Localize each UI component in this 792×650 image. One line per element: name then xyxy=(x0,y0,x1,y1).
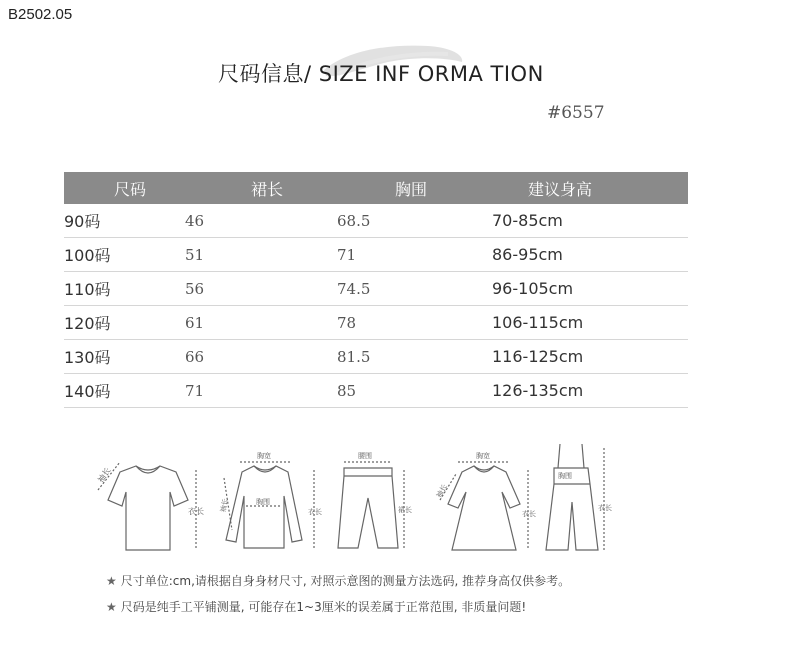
cell-height: 70-85cm xyxy=(492,204,688,238)
cell-size: 100码 xyxy=(64,238,185,272)
cell-size: 90码 xyxy=(64,204,185,238)
pants-length-label: 裙长 xyxy=(398,506,412,514)
dress-sleeve-label: 袖长 xyxy=(435,483,449,500)
note-units xyxy=(106,572,570,589)
cell-skirt-length: 61 xyxy=(185,306,337,340)
note-tolerance-text: 尺码是纯手工平铺测量, 可能存在1~3厘米的误差属于正常范围, 非质量问题! xyxy=(120,600,527,614)
cell-skirt-length: 71 xyxy=(185,374,337,408)
star-icon: ★ xyxy=(106,600,117,614)
note-units-text: 尺寸单位:cm,请根据自身身材尺寸, 对照示意图的测量方法选码, 推荐身高仅供参考。 xyxy=(120,574,571,588)
sweater-sleeve-label: 袖长 xyxy=(219,497,230,513)
tshirt-sleeve-label: 袖长 xyxy=(96,466,113,485)
cell-skirt-length: 56 xyxy=(185,272,337,306)
sweater-length-label: 衣长 xyxy=(308,508,322,516)
article-number: #6557 xyxy=(547,103,605,123)
cell-skirt-length: 51 xyxy=(185,238,337,272)
page-title: 尺码信息/ SIZE INF ORMA TION xyxy=(218,62,544,86)
header-size: 尺码 xyxy=(64,172,185,204)
overalls-length-label: 衣长 xyxy=(598,504,612,512)
cell-chest: 81.5 xyxy=(337,340,492,374)
overalls-diagram xyxy=(546,444,612,550)
cell-height: 96-105cm xyxy=(492,272,688,306)
header-skirt-length: 裙长 xyxy=(185,172,337,204)
star-icon: ★ xyxy=(106,574,117,588)
tshirt-length-label: 衣长 xyxy=(188,507,204,516)
table-row xyxy=(64,238,688,272)
tshirt-diagram xyxy=(95,462,204,550)
pants-diagram xyxy=(338,451,412,548)
cell-skirt-length: 66 xyxy=(185,340,337,374)
cell-size: 130码 xyxy=(64,340,185,374)
cell-chest: 71 xyxy=(337,238,492,272)
dress-diagram xyxy=(434,451,536,550)
header-chest: 胸围 xyxy=(337,172,492,204)
table-row xyxy=(64,374,688,408)
note-tolerance xyxy=(106,598,526,615)
cell-height: 106-115cm xyxy=(492,306,688,340)
cell-height: 86-95cm xyxy=(492,238,688,272)
dress-chest-label: 胸宽 xyxy=(476,452,490,460)
size-table xyxy=(64,172,688,408)
cell-skirt-length: 46 xyxy=(185,204,337,238)
cell-size: 140码 xyxy=(64,374,185,408)
dress-length-label: 衣长 xyxy=(522,510,536,518)
cell-height: 116-125cm xyxy=(492,340,688,374)
table-row xyxy=(64,272,688,306)
measurement-diagrams xyxy=(92,440,632,560)
cell-chest: 85 xyxy=(337,374,492,408)
cell-size: 120码 xyxy=(64,306,185,340)
cell-size: 110码 xyxy=(64,272,185,306)
table-row xyxy=(64,306,688,340)
cell-height: 126-135cm xyxy=(492,374,688,408)
sweater-diagram xyxy=(218,451,322,548)
table-row xyxy=(64,204,688,238)
table-row xyxy=(64,340,688,374)
sweater-chest-label: 胸宽 xyxy=(257,452,271,460)
cell-chest: 68.5 xyxy=(337,204,492,238)
header-suggested-height: 建议身高 xyxy=(492,172,688,204)
size-table-header xyxy=(64,172,688,204)
cell-chest: 74.5 xyxy=(337,272,492,306)
sweater-chest-inner-label: 胸围 xyxy=(256,498,270,506)
cell-chest: 78 xyxy=(337,306,492,340)
product-code: B2502.05 xyxy=(8,6,73,23)
overalls-chest-label: 胸围 xyxy=(558,472,572,480)
pants-waist-label: 腰围 xyxy=(358,452,372,460)
